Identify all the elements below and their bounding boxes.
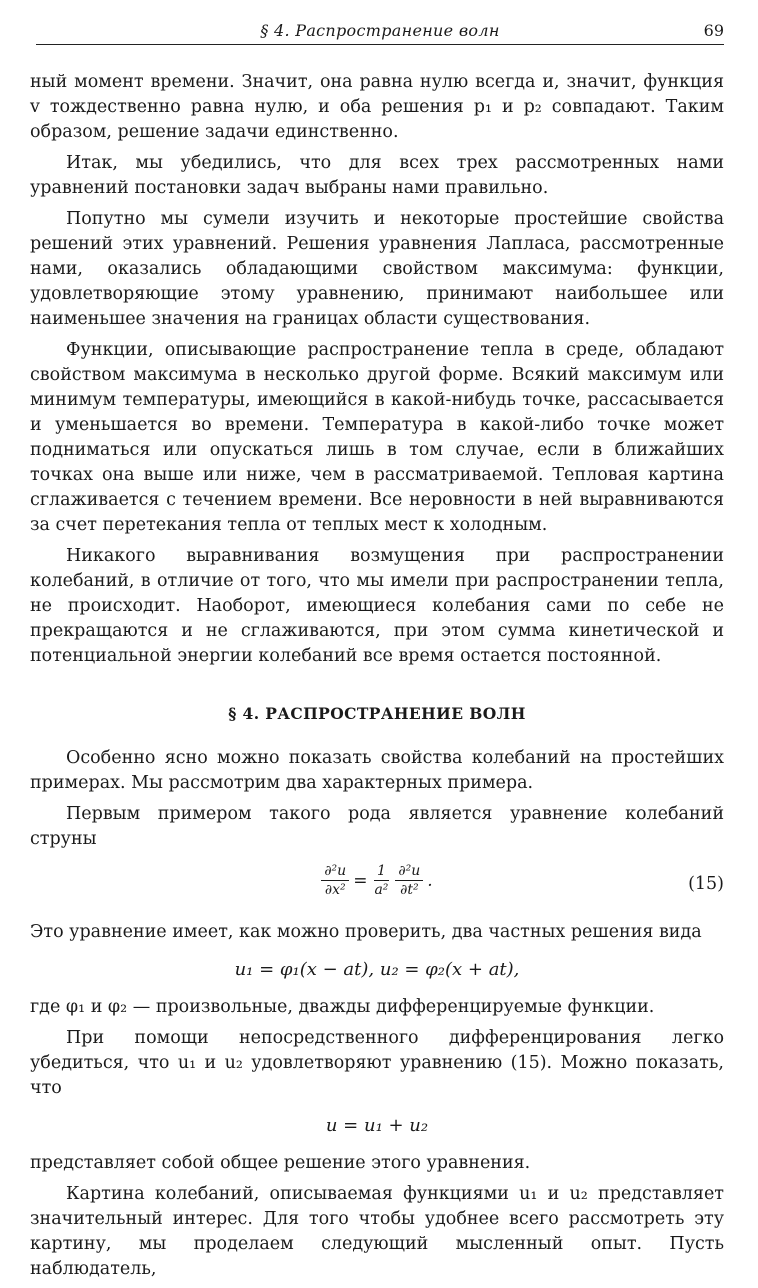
equation-number: (15) (688, 874, 724, 894)
equation-15 (30, 860, 724, 912)
paragraph-particular-solutions: Это уравнение имеет, как можно проверить, два частных решения вида (30, 922, 702, 942)
running-head (36, 18, 724, 45)
section-heading: § 4. РАСПРОСТРАНЕНИЕ ВОЛН (228, 704, 526, 723)
fraction-coefficient-numerator: 1 (374, 862, 389, 881)
equation-solutions (30, 953, 724, 987)
paragraph-conclusion: Итак, мы убедились, что для всех трех рассмотренных нами уравнений постановки задач выбраны нами правильно. (30, 153, 724, 198)
fraction-lhs-denominator: ∂x² (324, 882, 346, 898)
paragraph-arbitrary-functions: где φ₁ и φ₂ — произвольные, дважды дифференцируемые функции. (30, 997, 655, 1017)
equals-sign: = (353, 870, 368, 891)
running-title: § 4. Распространение волн (260, 21, 500, 40)
equation-sum-text: u = u₁ + u₂ (325, 1115, 429, 1136)
paragraph-heat: Функции, описывающие распространение тепла в среде, обладают свойством максимума в несколько другой форме. Всякий максимум или минимум температуры, имеющийся в какой-нибудь точке, рассасывается и уменьшается во времени. Температура в какой-либо точке может подниматься или опускаться лишь в том случае, если в ближайших точках она выше или ниже, чем в рассматриваемой. Тепловая картина сглаживается с течением времени. Все неровности в ней выравниваются за счет перетекания тепла от теплых мест к холодным. (30, 340, 724, 535)
paragraph-examples: Особенно ясно можно показать свойства колебаний на простейших примерах. Мы рассмотрим два характерных примера. (30, 748, 724, 793)
fraction-lhs-numerator: ∂²u (321, 862, 349, 881)
body-text (30, 70, 724, 1288)
paragraph-general-solution: представляет собой общее решение этого уравнения. (30, 1153, 531, 1173)
fraction-lhs (321, 862, 349, 899)
equation-period: . (427, 870, 433, 891)
equation-sum (30, 1109, 724, 1143)
paragraph-observer: Картина колебаний, описываемая функциями u₁ и u₂ представляет значительный интерес. Для того чтобы удобнее всего рассмотреть эту картину, мы проделаем следующий мысленный опыт. Пусть наблюдатель, (30, 1184, 724, 1279)
fraction-coefficient-denominator: a² (374, 882, 389, 898)
paragraph-oscillation: Никакого выравнивания возмущения при распространении колебаний, в отличие от того, что мы имели при распространении тепла, не происходит. Наоборот, имеющиеся колебания сами по себе не прекращаются и не сглаживаются, при этом сумма кинетической и потенциальной энергии колебаний все время остается постоянной. (30, 546, 724, 666)
equation-solutions-text: u₁ = φ₁(x − at), u₂ = φ₂(x + at), (234, 959, 520, 980)
paragraph-differentiation: При помощи непосредственного дифференцирования легко убедиться, что u₁ и u₂ удовлетворяют уравнению (15). Можно показать, что (30, 1028, 724, 1098)
paragraph-continuation: ный момент времени. Значит, она равна нулю всегда и, значит, функция v тождественно равна нулю, и оба решения p₁ и p₂ совпадают. Таким образом, решение задачи единственно. (30, 72, 724, 142)
fraction-rhs (395, 862, 423, 899)
fraction-rhs-denominator: ∂t² (400, 882, 419, 898)
paragraph-laplace: Попутно мы сумели изучить и некоторые простейшие свойства решений этих уравнений. Решения уравнения Лапласа, рассмотренные нами, оказались обладающими свойством максимума: функции, удовлетворяющие этому уравнению, принимают наибольшее или наименьшее значения на границах области существования. (30, 209, 724, 329)
equation-15-expression (321, 862, 432, 899)
paragraph-string-equation: Первым примером такого рода является уравнение колебаний струны (30, 804, 724, 849)
page-number: 69 (703, 21, 724, 40)
fraction-rhs-numerator: ∂²u (395, 862, 423, 881)
fraction-coefficient (371, 862, 391, 899)
